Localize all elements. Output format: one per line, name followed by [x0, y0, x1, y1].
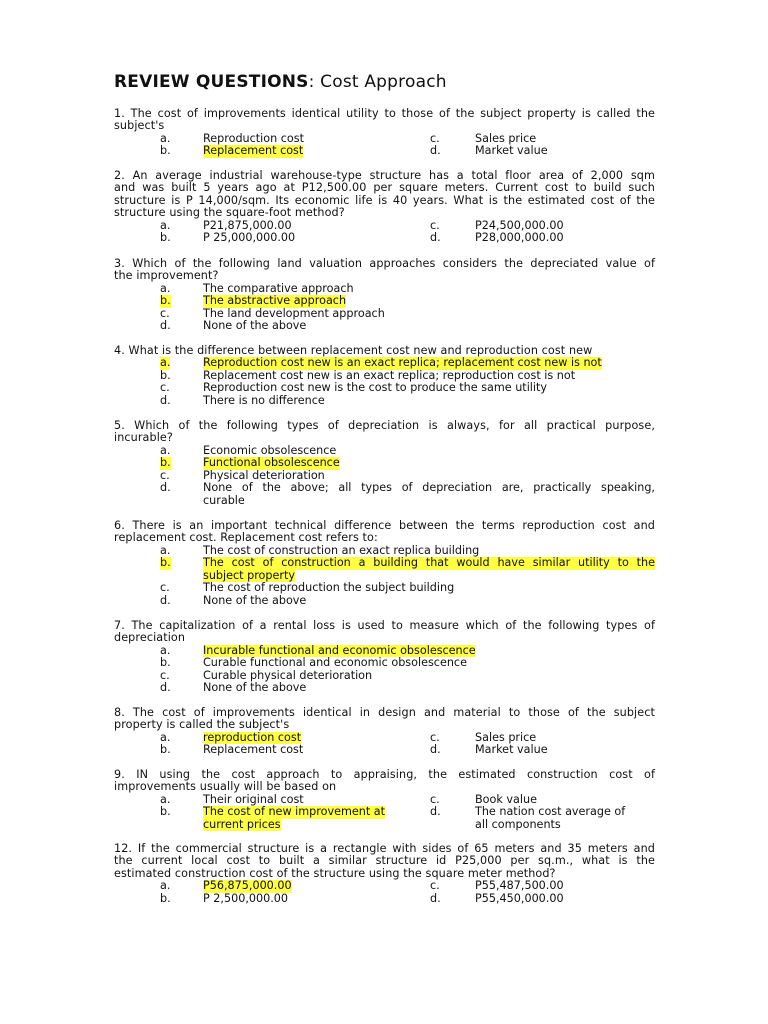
option-text: P55,487,500.00 — [475, 879, 564, 893]
title-main: REVIEW QUESTIONS — [114, 72, 309, 92]
option-letter: b. — [160, 368, 171, 382]
option-letter: b. — [160, 144, 171, 158]
stem-line: incurable? — [114, 431, 173, 445]
options — [114, 220, 655, 246]
stem-line: property is called the subject's — [114, 718, 290, 732]
option-letter: a. — [160, 792, 171, 806]
option-letter: a. — [160, 281, 171, 295]
stem-line: subject's — [114, 119, 165, 133]
option-letter: d. — [430, 231, 441, 245]
options — [114, 545, 655, 607]
question-8 — [114, 707, 655, 758]
stem-line: 3. Which of the following land valuation approaches considers the depreciated value of — [114, 257, 655, 270]
options — [114, 794, 655, 832]
option-letter: a. — [160, 131, 171, 145]
option-letter: d. — [430, 743, 441, 757]
option-text: Sales price — [475, 730, 537, 744]
option-letter: a. — [160, 730, 171, 744]
option-text: The land development approach — [203, 306, 385, 320]
option-text-highlighted: P56,875,000.00 — [203, 879, 292, 893]
option-text-highlighted: Replacement cost — [203, 144, 304, 158]
question-stem — [114, 843, 655, 880]
question-5 — [114, 420, 655, 507]
option-text: Market value — [475, 144, 548, 158]
stem-line: 12. If the commercial structure is a rectangle with sides of 65 meters and 35 meters and — [114, 842, 655, 855]
option-text: P 2,500,000.00 — [203, 891, 289, 905]
question-4 — [114, 345, 655, 407]
option-text: all components — [475, 817, 561, 831]
option-letter: a. — [160, 879, 171, 893]
option-text-highlighted: current prices — [203, 817, 281, 831]
option-letter: c. — [160, 668, 170, 682]
option-text: Replacement cost new is an exact replica; reproduction cost is not — [203, 368, 576, 382]
option-letter: b. — [160, 743, 171, 757]
option-letter: c. — [160, 581, 170, 595]
question-12 — [114, 843, 655, 906]
question-3 — [114, 258, 655, 333]
option-letter: a. — [160, 443, 171, 457]
options — [114, 880, 655, 906]
option-text-highlighted: The cost of new improvement at — [203, 805, 386, 819]
option-text: Market value — [475, 743, 548, 757]
option-letter-highlighted: b. — [160, 294, 171, 308]
option-letter: c. — [430, 879, 440, 893]
option-text: The cost of construction an exact replica building — [203, 543, 480, 557]
option-letter: a. — [160, 218, 171, 232]
question-stem — [114, 108, 655, 133]
option-text: P55,450,000.00 — [475, 891, 564, 905]
option-letter-highlighted: b. — [160, 556, 171, 570]
stem-line: 4. What is the difference between replacement cost new and reproduction cost new — [114, 344, 593, 357]
question-stem — [114, 420, 655, 445]
option-text-highlighted: Reproduction cost new is an exact replica; replacement cost new is not — [203, 356, 602, 370]
option-letter: d. — [160, 593, 171, 607]
stem-line: 9. IN using the cost approach to appraising, the estimated construction cost of — [114, 768, 655, 781]
option-letter: c. — [430, 131, 440, 145]
stem-line: replacement cost. Replacement cost refers to: — [114, 531, 378, 545]
option-letter: b. — [160, 891, 171, 905]
question-9 — [114, 769, 655, 832]
option-text: There is no difference — [203, 393, 325, 407]
option-text: The comparative approach — [203, 281, 354, 295]
option-text: P21,875,000.00 — [203, 218, 292, 232]
option-letter: c. — [160, 306, 170, 320]
question-stem — [114, 520, 655, 545]
option-letter: d. — [160, 393, 171, 407]
option-letter: c. — [160, 381, 170, 395]
options — [114, 445, 655, 507]
stem-line: the current local cost to built a similar structure id P25,000 per sq.m., what is the — [114, 854, 655, 868]
option-letter: b. — [160, 656, 171, 670]
option-text: P24,500,000.00 — [475, 218, 564, 232]
option-text: The nation cost average of — [475, 805, 626, 819]
option-text: None of the above — [203, 593, 307, 607]
option-text: None of the above — [203, 319, 307, 333]
option-letter-highlighted: b. — [160, 456, 171, 470]
option-text: P 25,000,000.00 — [203, 231, 296, 245]
title-subject: : Cost Approach — [308, 72, 447, 92]
question-stem — [114, 707, 655, 732]
question-2 — [114, 170, 655, 246]
option-text: P28,000,000.00 — [475, 231, 564, 245]
stem-line: 8. The cost of improvements identical in design and material to those of the subject — [114, 706, 655, 719]
stem-line: structure using the square-foot method? — [114, 206, 345, 220]
question-stem — [114, 170, 655, 220]
option-text-highlighted: Incurable functional and economic obsolescence — [203, 643, 476, 657]
options — [114, 133, 655, 159]
option-letter: a. — [160, 543, 171, 557]
question-7 — [114, 620, 655, 695]
stem-line: 2. An average industrial warehouse-type structure has a total floor area of 2,000 sqm — [114, 169, 655, 182]
option-text: Their original cost — [203, 792, 304, 806]
options — [114, 283, 655, 333]
stem-line: 1. The cost of improvements identical utility to those of the subject property is called the — [114, 107, 655, 120]
option-letter-highlighted: a. — [160, 356, 171, 370]
option-text: Reproduction cost new is the cost to produce the same utility — [203, 381, 548, 395]
option-letter: d. — [160, 481, 171, 495]
option-letter: d. — [160, 681, 171, 695]
option-letter: c. — [430, 792, 440, 806]
stem-line: structure is P 14,000/sqm. Its economic life is 40 years. What is the estimated cost of the — [114, 193, 655, 207]
stem-line: 7. The capitalization of a rental loss is used to measure which of the following types of — [114, 619, 655, 632]
option-text: curable — [203, 493, 245, 507]
option-letter: d. — [160, 319, 171, 333]
option-text: Physical deterioration — [203, 468, 325, 482]
stem-line: and was built 5 years ago at P12,500.00 per square meters. Current cost to build such — [114, 181, 655, 195]
option-text: None of the above; all types of depreciation are, practically speaking, — [203, 481, 655, 495]
option-text-highlighted: The cost of construction a building that would have similar utility to the — [203, 556, 655, 570]
option-letter: c. — [160, 468, 170, 482]
stem-line: depreciation — [114, 631, 186, 645]
stem-line: estimated construction cost of the structure using the square meter method? — [114, 866, 556, 880]
option-text: Reproduction cost — [203, 131, 304, 145]
options — [114, 357, 655, 407]
options — [114, 645, 655, 695]
stem-line: 5. Which of the following types of depreciation is always, for all practical purpose, — [114, 419, 655, 432]
option-text: Replacement cost — [203, 743, 304, 757]
option-text: Sales price — [475, 131, 537, 145]
option-letter: d. — [430, 805, 441, 819]
option-text: None of the above — [203, 681, 307, 695]
option-letter: d. — [430, 144, 441, 158]
option-letter: a. — [160, 643, 171, 657]
option-letter: d. — [430, 891, 441, 905]
option-letter: b. — [160, 805, 171, 819]
option-text-highlighted: reproduction cost — [203, 730, 302, 744]
option-text: Curable physical deterioration — [203, 668, 373, 682]
option-letter: c. — [430, 218, 440, 232]
question-6 — [114, 520, 655, 607]
option-text-highlighted: The abstractive approach — [203, 294, 347, 308]
stem-line: 6. There is an important technical difference between the terms reproduction cost and — [114, 519, 655, 532]
question-stem — [114, 258, 655, 283]
options — [114, 732, 655, 758]
option-letter: b. — [160, 231, 171, 245]
stem-line: the improvement? — [114, 269, 219, 283]
question-1 — [114, 108, 655, 159]
option-text: The cost of reproduction the subject building — [203, 581, 455, 595]
option-text-highlighted: Functional obsolescence — [203, 456, 340, 470]
option-text: Book value — [475, 792, 537, 806]
stem-line: improvements usually will be based on — [114, 780, 337, 794]
question-stem — [114, 769, 655, 794]
option-text: Curable functional and economic obsolescence — [203, 656, 467, 670]
page-title — [114, 72, 447, 92]
question-stem — [114, 620, 655, 645]
option-text: Economic obsolescence — [203, 443, 337, 457]
option-letter: c. — [430, 730, 440, 744]
option-text-highlighted: subject property — [203, 568, 295, 582]
